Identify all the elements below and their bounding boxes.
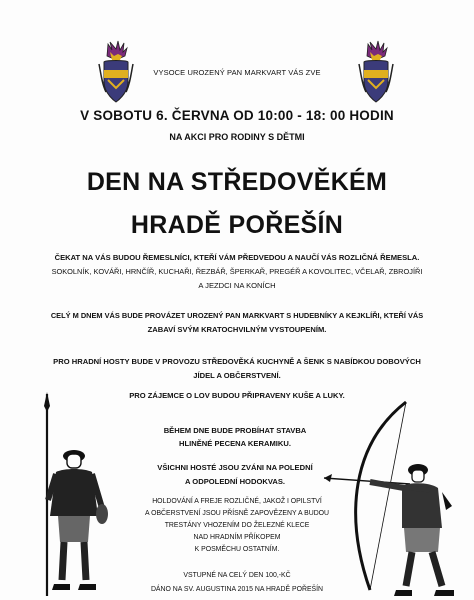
- guests-text-end: A ODPOLEDNÍ HODOKVAS.: [185, 477, 285, 486]
- event-date: V SOBOTU 6. ČERVNA OD 10:00 - 18: 00 HODIN: [80, 108, 394, 123]
- rules-text: A OBČERSTVENÍ JSOU PŘÍSNĚ ZAPOVĚZENY A BUDOU: [144, 510, 330, 517]
- guide-text: CELÝ M DNEM VÁS BUDE PROVÁZET UROZENÝ PAN MARKVART S HUDEBNÍKY A KEJKLÍŘI, KTEŘÍ VÁS: [50, 311, 424, 320]
- issued-date: DÁNO NA SV. AUGUSTINA 2015 NA HRADĚ POŘEŠÍN: [150, 586, 324, 593]
- admission-price: VSTUPNÉ NA CELÝ DEN 100,-KČ: [183, 572, 291, 579]
- spearman-figure-icon: [34, 392, 110, 598]
- rules-text: TRESTÁNY VHOZENÍM DO ŽELEZNÉ KLECE: [164, 522, 310, 529]
- rules-text: K POSMĚCHU OSTATNÍM.: [194, 546, 280, 553]
- page-title-line-1: DEN NA STŘEDOVĚKÉM: [86, 168, 388, 196]
- kiln-text: BĚHEM DNE BUDE PROBÍHAT STAVBA: [163, 426, 307, 435]
- crafts-list: SOKOLNÍK, KOVÁŘI, HRNČÍŘ, KUCHAŘI, ŘEZBÁŘ, ŠPERKAŘ, PREGÉŘ A KOVOLITEC, VČELAŘ, ZBROJÍŘI: [51, 267, 423, 276]
- event-subtitle: NA AKCI PRO RODINY S DĚTMI: [169, 132, 305, 142]
- guide-text-end: ZABAVÍ SVÝM KRATOCHVILNÝM VYSTOUPENÍM.: [147, 325, 327, 334]
- archery-text: PRO ZÁJEMCE O LOV BUDOU PŘIPRAVENY KUŠE A LUKY.: [129, 391, 345, 400]
- crafts-intro: ČEKAT NA VÁS BUDOU ŘEMESLNÍCI, KTEŘÍ VÁM PŘEDVEDOU A NAUČÍ VÁS ROZLIČNÁ ŘEMESLA.: [54, 253, 420, 262]
- kiln-text-end: HLINĚNÉ PECENA KERAMIKU.: [179, 439, 291, 448]
- guests-text: VŠICHNI HOSTÉ JSOU ZVÁNI NA POLEDNÍ: [157, 463, 313, 472]
- archer-figure-icon: [318, 396, 466, 600]
- rules-text: NAD HRADNÍM PŘÍKOPEM: [193, 534, 281, 541]
- food-text: PRO HRADNÍ HOSTY BUDE V PROVOZU STŘEDOVĚKÁ KUCHYNĚ A ŠENK S NABÍDKOU DOBOVÝCH: [53, 357, 421, 366]
- food-text-end: JÍDEL A OBČERSTVENÍ.: [193, 371, 281, 380]
- crafts-list-end: A JEZDCI NA KONÍCH: [198, 281, 276, 290]
- invitation-text: VYSOCE UROZENÝ PAN MARKVART VÁS ZVE: [153, 68, 321, 77]
- page-title-line-2: HRADĚ POŘEŠÍN: [130, 211, 344, 239]
- rules-text: HOLDOVÁNÍ A FREJE ROZLIČNÉ, JAKOŽ I OPILSTVÍ: [152, 498, 322, 505]
